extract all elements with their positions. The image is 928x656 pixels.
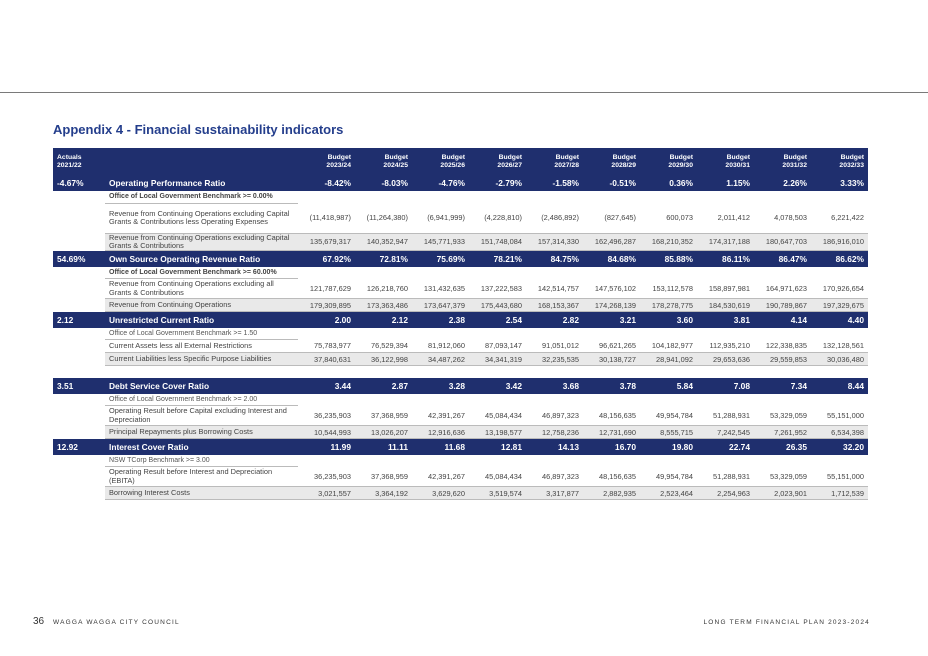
row-value: 145,771,933 xyxy=(412,233,469,251)
row-value: 162,496,287 xyxy=(583,233,640,251)
ratio-value: -8.03% xyxy=(355,175,412,191)
benchmark-label: Office of Local Government Benchmark >= 60.00% xyxy=(105,267,298,279)
row-value: 175,443,680 xyxy=(469,299,526,312)
table-row xyxy=(53,233,868,251)
row-value: 179,309,895 xyxy=(298,299,355,312)
empty-cell xyxy=(53,267,105,279)
row-value: 37,368,959 xyxy=(355,467,412,487)
table-row xyxy=(53,426,868,439)
benchmark-row xyxy=(53,394,868,406)
row-value: 42,391,267 xyxy=(412,467,469,487)
ratio-value: 11.68 xyxy=(412,439,469,455)
row-value: 153,112,578 xyxy=(640,279,697,299)
row-value: (4,228,810) xyxy=(469,203,526,233)
row-value: 13,026,207 xyxy=(355,426,412,439)
ratio-value: 22.74 xyxy=(697,439,754,455)
ratio-value: 3.81 xyxy=(697,312,754,328)
ratio-value: 4.14 xyxy=(754,312,811,328)
document-name: LONG TERM FINANCIAL PLAN 2023-2024 xyxy=(703,619,870,626)
row-value: 186,916,010 xyxy=(811,233,868,251)
ratio-value: -0.51% xyxy=(583,175,640,191)
organisation-name: WAGGA WAGGA CITY COUNCIL xyxy=(53,619,180,626)
row-value: 158,897,981 xyxy=(697,279,754,299)
ratio-actual: 3.51 xyxy=(53,378,105,394)
ratio-value: 8.44 xyxy=(811,378,868,394)
row-value: 174,317,188 xyxy=(697,233,754,251)
table-row xyxy=(53,299,868,312)
year-header xyxy=(583,148,640,175)
ratio-name: Unrestricted Current Ratio xyxy=(105,312,298,328)
empty-cell xyxy=(53,328,105,340)
ratio-value: 16.70 xyxy=(583,439,640,455)
row-value: 190,789,867 xyxy=(754,299,811,312)
empty-cell xyxy=(53,406,105,426)
ratio-value: 86.47% xyxy=(754,251,811,267)
row-value: 168,210,352 xyxy=(640,233,697,251)
year-label: 2023/24 xyxy=(326,161,351,169)
financial-indicators-table xyxy=(53,148,868,500)
row-value: 12,916,636 xyxy=(412,426,469,439)
row-value: 10,544,993 xyxy=(298,426,355,439)
ratio-value: 72.81% xyxy=(355,251,412,267)
row-value: (6,941,999) xyxy=(412,203,469,233)
ratio-value: 12.81 xyxy=(469,439,526,455)
ratio-actual: -4.67% xyxy=(53,175,105,191)
row-label: Operating Result before Interest and Depreciation (EBITA) xyxy=(105,467,298,487)
ratio-value: 3.60 xyxy=(640,312,697,328)
year-label: 2027/28 xyxy=(554,161,579,169)
row-value: 46,897,323 xyxy=(526,467,583,487)
row-value: 45,084,434 xyxy=(469,467,526,487)
row-value: 8,555,715 xyxy=(640,426,697,439)
actuals-header xyxy=(53,148,105,175)
row-value: 49,954,784 xyxy=(640,467,697,487)
ratio-actual: 12.92 xyxy=(53,439,105,455)
row-value: 53,329,059 xyxy=(754,406,811,426)
table-row xyxy=(53,340,868,353)
page-title: Appendix 4 - Financial sustainability indicators xyxy=(53,122,344,137)
table-row xyxy=(53,487,868,500)
row-value: 96,621,265 xyxy=(583,340,640,353)
empty-cell xyxy=(53,366,868,378)
ratio-value: 3.44 xyxy=(298,378,355,394)
benchmark-row xyxy=(53,455,868,467)
row-value: 34,487,262 xyxy=(412,353,469,366)
row-label: Current Assets less all External Restrictions xyxy=(105,340,298,353)
ratio-name: Own Source Operating Revenue Ratio xyxy=(105,251,298,267)
row-value: 164,971,623 xyxy=(754,279,811,299)
ratio-value: 2.00 xyxy=(298,312,355,328)
table-row xyxy=(53,279,868,299)
row-label: Revenue from Continuing Operations excluding Capital Grants & Contributions xyxy=(105,233,298,251)
row-value: 3,021,557 xyxy=(298,487,355,500)
row-value: 46,897,323 xyxy=(526,406,583,426)
benchmark-label: Office of Local Government Benchmark >= 1.50 xyxy=(105,328,298,340)
row-value: 2,011,412 xyxy=(697,203,754,233)
row-value: 48,156,635 xyxy=(583,406,640,426)
top-divider xyxy=(0,92,928,93)
ratio-value: 3.21 xyxy=(583,312,640,328)
ratio-value: 85.88% xyxy=(640,251,697,267)
row-value: 75,783,977 xyxy=(298,340,355,353)
row-value: 6,534,398 xyxy=(811,426,868,439)
row-value: 126,218,760 xyxy=(355,279,412,299)
ratio-value: 4.40 xyxy=(811,312,868,328)
ratio-value: 2.87 xyxy=(355,378,412,394)
table-row xyxy=(53,467,868,487)
row-value: 34,341,319 xyxy=(469,353,526,366)
empty-cell xyxy=(53,299,105,312)
year-label: 2025/26 xyxy=(440,161,465,169)
row-value: 45,084,434 xyxy=(469,406,526,426)
row-value: 12,758,236 xyxy=(526,426,583,439)
row-label: Revenue from Continuing Operations xyxy=(105,299,298,312)
budget-label: Budget xyxy=(441,153,465,161)
ratio-row xyxy=(53,312,868,328)
benchmark-label: NSW TCorp Benchmark >= 3.00 xyxy=(105,455,298,467)
ratio-row xyxy=(53,378,868,394)
row-value: 135,679,317 xyxy=(298,233,355,251)
table-row xyxy=(53,203,868,233)
ratio-value: 3.68 xyxy=(526,378,583,394)
ratio-name: Interest Cover Ratio xyxy=(105,439,298,455)
row-value: 122,338,835 xyxy=(754,340,811,353)
row-label: Principal Repayments plus Borrowing Costs xyxy=(105,426,298,439)
empty-cell xyxy=(53,203,105,233)
year-header xyxy=(469,148,526,175)
year-label: 2030/31 xyxy=(725,161,750,169)
row-value: 28,941,092 xyxy=(640,353,697,366)
ratio-row xyxy=(53,439,868,455)
row-value: (11,264,380) xyxy=(355,203,412,233)
empty-cell xyxy=(298,328,868,340)
row-value: 36,235,903 xyxy=(298,467,355,487)
year-header xyxy=(697,148,754,175)
ratio-value: 67.92% xyxy=(298,251,355,267)
row-value: 7,242,545 xyxy=(697,426,754,439)
row-value: 37,368,959 xyxy=(355,406,412,426)
row-value: 55,151,000 xyxy=(811,467,868,487)
row-value: 3,629,620 xyxy=(412,487,469,500)
ratio-value: 7.34 xyxy=(754,378,811,394)
budget-label: Budget xyxy=(840,153,864,161)
ratio-value: 2.26% xyxy=(754,175,811,191)
row-value: 48,156,635 xyxy=(583,467,640,487)
row-label: Borrowing Interest Costs xyxy=(105,487,298,500)
ratio-value: 32.20 xyxy=(811,439,868,455)
budget-label: Budget xyxy=(555,153,579,161)
row-value: 180,647,703 xyxy=(754,233,811,251)
empty-cell xyxy=(53,487,105,500)
row-value: 29,653,636 xyxy=(697,353,754,366)
row-value: 174,268,139 xyxy=(583,299,640,312)
empty-cell xyxy=(298,455,868,467)
ratio-value: 78.21% xyxy=(469,251,526,267)
ratio-actual: 2.12 xyxy=(53,312,105,328)
row-value: 87,093,147 xyxy=(469,340,526,353)
year-label: 2028/29 xyxy=(611,161,636,169)
row-label: Revenue from Continuing Operations excluding Capital Grants & Contributions less Operating Expenses xyxy=(105,203,298,233)
row-value: 3,317,877 xyxy=(526,487,583,500)
year-header xyxy=(754,148,811,175)
row-value: 51,288,931 xyxy=(697,467,754,487)
year-label: 2026/27 xyxy=(497,161,522,169)
ratio-value: 86.62% xyxy=(811,251,868,267)
ratio-value: 84.68% xyxy=(583,251,640,267)
row-value: 53,329,059 xyxy=(754,467,811,487)
row-value: 51,288,931 xyxy=(697,406,754,426)
budget-label: Budget xyxy=(783,153,807,161)
row-label: Revenue from Continuing Operations excluding all Grants & Contributions xyxy=(105,279,298,299)
ratio-value: 86.11% xyxy=(697,251,754,267)
ratio-row xyxy=(53,251,868,267)
ratio-value: 3.28 xyxy=(412,378,469,394)
label-header xyxy=(105,148,298,175)
row-value: (2,486,892) xyxy=(526,203,583,233)
row-value: 3,519,574 xyxy=(469,487,526,500)
row-value: 140,352,947 xyxy=(355,233,412,251)
spacer-row xyxy=(53,366,868,378)
ratio-value: 0.36% xyxy=(640,175,697,191)
row-value: 121,787,629 xyxy=(298,279,355,299)
ratio-value: 2.12 xyxy=(355,312,412,328)
row-value: 30,138,727 xyxy=(583,353,640,366)
row-value: 91,051,012 xyxy=(526,340,583,353)
ratio-name: Operating Performance Ratio xyxy=(105,175,298,191)
row-value: 55,151,000 xyxy=(811,406,868,426)
ratio-name: Debt Service Cover Ratio xyxy=(105,378,298,394)
ratio-value: 14.13 xyxy=(526,439,583,455)
year-header xyxy=(412,148,469,175)
empty-cell xyxy=(53,191,105,203)
row-value: 142,514,757 xyxy=(526,279,583,299)
empty-cell xyxy=(53,467,105,487)
row-value: 151,748,084 xyxy=(469,233,526,251)
row-value: 37,840,631 xyxy=(298,353,355,366)
budget-label: Budget xyxy=(327,153,351,161)
row-value: 137,222,583 xyxy=(469,279,526,299)
budget-label: Budget xyxy=(669,153,693,161)
row-value: 600,073 xyxy=(640,203,697,233)
benchmark-label: Office of Local Government Benchmark >= 0.00% xyxy=(105,191,298,203)
row-value: 81,912,060 xyxy=(412,340,469,353)
actuals-year: 2021/22 xyxy=(57,161,82,169)
empty-cell xyxy=(298,191,868,203)
empty-cell xyxy=(298,394,868,406)
row-value: 2,254,963 xyxy=(697,487,754,500)
empty-cell xyxy=(53,353,105,366)
row-value: (11,418,987) xyxy=(298,203,355,233)
row-value: 6,221,422 xyxy=(811,203,868,233)
row-value: 2,023,901 xyxy=(754,487,811,500)
ratio-value: 2.82 xyxy=(526,312,583,328)
budget-label: Budget xyxy=(384,153,408,161)
row-label: Operating Result before Capital excluding Interest and Depreciation xyxy=(105,406,298,426)
empty-cell xyxy=(53,340,105,353)
row-value: 36,122,998 xyxy=(355,353,412,366)
row-value: 29,559,853 xyxy=(754,353,811,366)
row-value: 178,278,775 xyxy=(640,299,697,312)
page-number: 36 xyxy=(33,616,45,627)
ratio-value: 2.38 xyxy=(412,312,469,328)
ratio-value: 75.69% xyxy=(412,251,469,267)
row-value: 104,182,977 xyxy=(640,340,697,353)
table-row xyxy=(53,353,868,366)
benchmark-row xyxy=(53,328,868,340)
row-value: 170,926,654 xyxy=(811,279,868,299)
year-header xyxy=(298,148,355,175)
ratio-value: 19.80 xyxy=(640,439,697,455)
row-label: Current Liabilities less Specific Purpose Liabilities xyxy=(105,353,298,366)
row-value: 173,647,379 xyxy=(412,299,469,312)
row-value: 1,712,539 xyxy=(811,487,868,500)
ratio-value: 11.99 xyxy=(298,439,355,455)
row-value: 13,198,577 xyxy=(469,426,526,439)
year-label: 2029/30 xyxy=(668,161,693,169)
budget-label: Budget xyxy=(498,153,522,161)
row-value: 157,314,330 xyxy=(526,233,583,251)
year-label: 2024/25 xyxy=(383,161,408,169)
ratio-value: 3.42 xyxy=(469,378,526,394)
row-value: 76,529,394 xyxy=(355,340,412,353)
year-label: 2031/32 xyxy=(782,161,807,169)
row-value: 173,363,486 xyxy=(355,299,412,312)
ratio-value: 5.84 xyxy=(640,378,697,394)
benchmark-label: Office of Local Government Benchmark >= 2.00 xyxy=(105,394,298,406)
ratio-value: -8.42% xyxy=(298,175,355,191)
ratio-value: 2.54 xyxy=(469,312,526,328)
row-value: (827,645) xyxy=(583,203,640,233)
table-row xyxy=(53,406,868,426)
row-value: 168,153,367 xyxy=(526,299,583,312)
actuals-label: Actuals xyxy=(57,153,82,161)
row-value: 2,523,464 xyxy=(640,487,697,500)
row-value: 30,036,480 xyxy=(811,353,868,366)
ratio-value: -2.79% xyxy=(469,175,526,191)
benchmark-row xyxy=(53,191,868,203)
benchmark-row xyxy=(53,267,868,279)
row-value: 49,954,784 xyxy=(640,406,697,426)
row-value: 3,364,192 xyxy=(355,487,412,500)
row-value: 131,432,635 xyxy=(412,279,469,299)
row-value: 12,731,690 xyxy=(583,426,640,439)
ratio-value: -1.58% xyxy=(526,175,583,191)
row-value: 197,329,675 xyxy=(811,299,868,312)
empty-cell xyxy=(53,394,105,406)
empty-cell xyxy=(53,233,105,251)
row-value: 2,882,935 xyxy=(583,487,640,500)
row-value: 132,128,561 xyxy=(811,340,868,353)
ratio-row xyxy=(53,175,868,191)
year-header xyxy=(526,148,583,175)
ratio-value: -4.76% xyxy=(412,175,469,191)
year-label: 2032/33 xyxy=(839,161,864,169)
row-value: 42,391,267 xyxy=(412,406,469,426)
empty-cell xyxy=(53,455,105,467)
empty-cell xyxy=(53,279,105,299)
row-value: 147,576,102 xyxy=(583,279,640,299)
budget-label: Budget xyxy=(612,153,636,161)
row-value: 7,261,952 xyxy=(754,426,811,439)
ratio-value: 11.11 xyxy=(355,439,412,455)
row-value: 184,530,619 xyxy=(697,299,754,312)
ratio-value: 7.08 xyxy=(697,378,754,394)
year-header xyxy=(811,148,868,175)
year-header xyxy=(640,148,697,175)
row-value: 4,078,503 xyxy=(754,203,811,233)
ratio-value: 3.33% xyxy=(811,175,868,191)
ratio-value: 3.78 xyxy=(583,378,640,394)
budget-label: Budget xyxy=(726,153,750,161)
year-header xyxy=(355,148,412,175)
row-value: 112,935,210 xyxy=(697,340,754,353)
empty-cell xyxy=(53,426,105,439)
row-value: 36,235,903 xyxy=(298,406,355,426)
ratio-value: 26.35 xyxy=(754,439,811,455)
empty-cell xyxy=(298,267,868,279)
ratio-value: 1.15% xyxy=(697,175,754,191)
row-value: 32,235,535 xyxy=(526,353,583,366)
ratio-value: 84.75% xyxy=(526,251,583,267)
ratio-actual: 54.69% xyxy=(53,251,105,267)
table-header-row xyxy=(53,148,868,175)
